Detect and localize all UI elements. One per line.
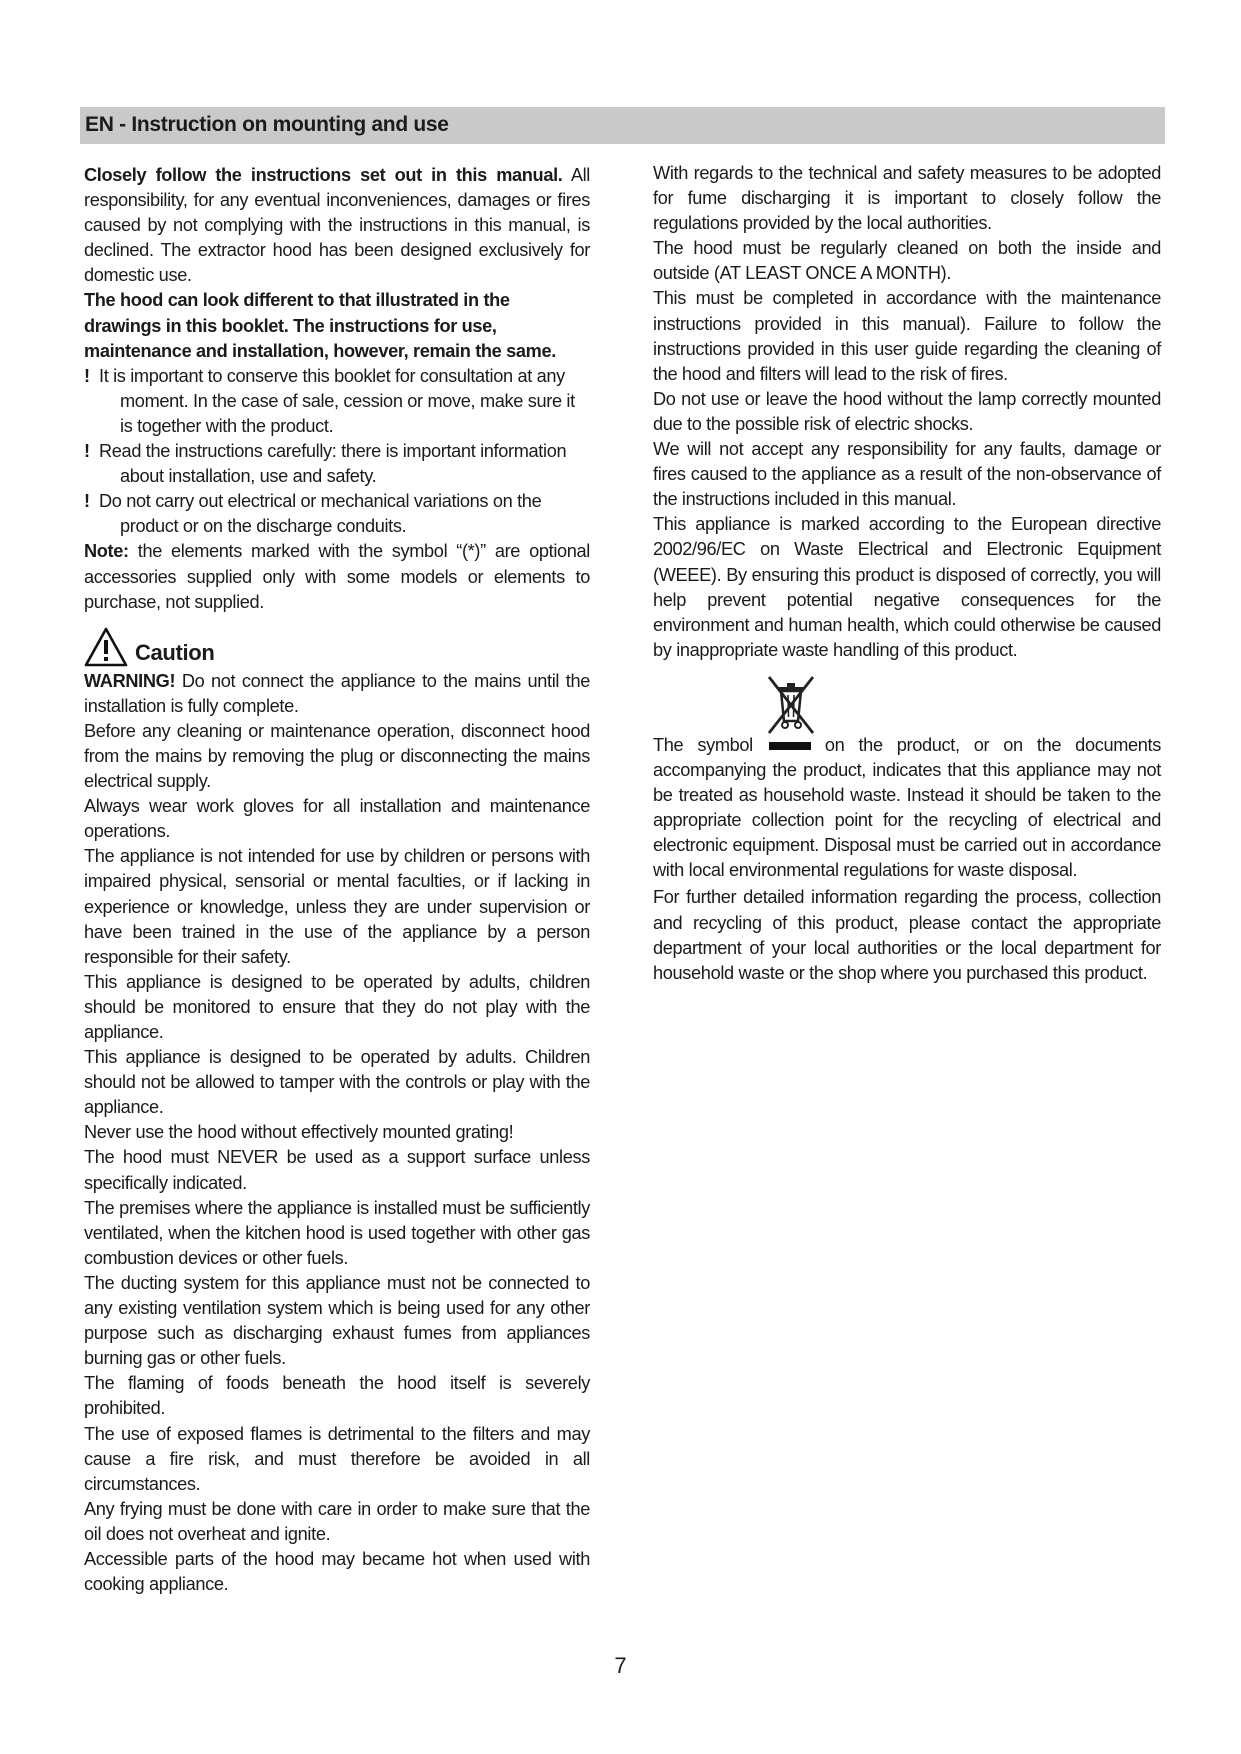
info-paragraph: Do not use or leave the hood without the lamp correctly mounted due to the possible risk of electric shocks. <box>653 388 1161 434</box>
black-bar-symbol-icon <box>769 742 811 750</box>
exclamation-mark: ! <box>84 491 90 512</box>
safety-paragraph: This appliance is designed to be operated by adults. Children should not be allowed to tamper with the controls or play with the appliance. <box>84 1047 590 1118</box>
info-paragraph: With regards to the technical and safety measures to be adopted for fume discharging it is important to closely follow the regulations provided by the local authorities. <box>653 163 1161 234</box>
safety-paragraph: The appliance is not intended for use by children or persons with impaired physical, sensorial or mental faculties, or if lacking in experience or knowledge, unless they are under supervision or have been trained in the use of the appliance by a person responsible for their safety. <box>84 846 590 967</box>
weee-symbol-area <box>653 673 1161 733</box>
note-text: the elements marked with the symbol “(*)” are optional accessories supplied only with some models or elements to purchase, not supplied. <box>84 541 590 612</box>
safety-paragraph: The hood must NEVER be used as a support surface unless specifically indicated. <box>84 1147 590 1193</box>
symbol-text-rest: on the product, or on the documents accompanying the product, indicates that this appliance may not be treated as household waste. Instead it should be taken to the appropriate collection point for the recycling of electrical and electronic equipment. Disposal must be carried out in accordance with local environmental regulations for waste disposal. <box>653 734 1161 881</box>
safety-paragraph: Any frying must be done with care in order to make sure that the oil does not overheat and ignite. <box>84 1498 590 1544</box>
warning-paragraph <box>84 669 590 719</box>
info-paragraph: The hood must be regularly cleaned on both the inside and outside (AT LEAST ONCE A MONTH). <box>653 238 1161 284</box>
contact-paragraph: For further detailed information regarding the process, collection and recycling of this product, please contact the appropriate department of your local authorities or the local department for household waste or the shop where you purchased this product. <box>653 887 1161 983</box>
intro-bold: Closely follow the instructions set out in this manual. <box>84 165 563 185</box>
intro-text: All responsibility, for any eventual inconveniences, damages or fires caused by not complying with the instructions in this manual, is declined. The extractor hood has been designed exclusively for domestic use. <box>84 165 590 286</box>
safety-paragraph: Before any cleaning or maintenance operation, disconnect hood from the mains by removing the plug or disconnecting the mains electrical supply. <box>84 720 590 792</box>
section-title: EN - Instruction on mounting and use <box>85 113 449 136</box>
exclamation-mark: ! <box>84 441 90 462</box>
note-paragraph <box>84 539 590 614</box>
crossed-bin-icon <box>761 673 821 735</box>
note-label: Note: <box>84 541 129 562</box>
bullet-item <box>84 439 590 489</box>
right-column <box>653 161 1161 986</box>
bullet-text: It is important to conserve this booklet for consultation at any moment. In the case of sale, cession or move, make sure it is together with the product. <box>99 365 575 436</box>
symbol-text-start: The symbol <box>653 734 753 755</box>
exclamation-mark: ! <box>84 365 90 386</box>
page-number: 7 <box>614 1653 627 1678</box>
safety-paragraph: This appliance is designed to be operated by adults, children should be monitored to ensure that they do not play with the appliance. <box>84 971 590 1042</box>
warning-label: WARNING! <box>84 670 176 691</box>
info-paragraph: We will not accept any responsibility for any faults, damage or fires caused to the appliance as a result of the non-observance of the instructions included in this manual. <box>653 439 1161 510</box>
safety-paragraph: The flaming of foods beneath the hood itself is severely prohibited. <box>84 1373 590 1419</box>
caution-title: Caution <box>135 639 215 665</box>
info-paragraph: This must be completed in accordance with the maintenance instructions provided in this manual). Failure to follow the instructions provided in this user guide regarding the cleaning of the hood and filters will lead to the risk of fires. <box>653 288 1161 384</box>
safety-paragraph: Never use the hood without effectively mounted grating! <box>84 1122 514 1143</box>
info-paragraph: This appliance is marked according to the European directive 2002/96/EC on Waste Electrical and Electronic Equipment (WEEE). By ensuring this product is disposed of correctly, you will help prevent potential negative consequences for the environment and human health, which could otherwise be caused by inappropriate waste handling of this product. <box>653 514 1161 660</box>
safety-paragraph: The premises where the appliance is installed must be sufficiently ventilated, when the kitchen hood is used together with other gas combustion devices or other fuels. <box>84 1197 590 1268</box>
bullet-text: Read the instructions carefully: there is important information about installation, use and safety. <box>99 441 567 487</box>
bullet-text: Do not carry out electrical or mechanical variations on the product or on the discharge conduits. <box>99 491 542 537</box>
warning-triangle-icon <box>84 627 128 667</box>
safety-paragraph: The ducting system for this appliance must not be connected to any existing ventilation system which is being used for any other purpose such as discharging exhaust fumes from appliances burning gas or other fuels. <box>84 1272 590 1369</box>
symbol-paragraph <box>653 733 1161 884</box>
safety-paragraph: Always wear work gloves for all installation and maintenance operations. <box>84 796 590 842</box>
warning-text: Do not connect the appliance to the mains until the installation is fully complete. <box>84 670 590 716</box>
safety-paragraph: The use of exposed flames is detrimental to the filters and may cause a fire risk, and must therefore be avoided in all circumstances. <box>84 1423 590 1494</box>
caution-heading <box>84 623 590 667</box>
left-column <box>84 163 590 1597</box>
notice-paragraph: The hood can look different to that illustrated in the drawings in this booklet. The instructions for use, maintenance and installation, however, remain the same. <box>84 290 556 361</box>
safety-paragraph: Accessible parts of the hood may became hot when used with cooking appliance. <box>84 1548 590 1595</box>
section-header-bar <box>80 107 1165 144</box>
intro-paragraph <box>84 163 590 288</box>
bullet-item <box>84 489 590 539</box>
bullet-item <box>84 364 590 439</box>
